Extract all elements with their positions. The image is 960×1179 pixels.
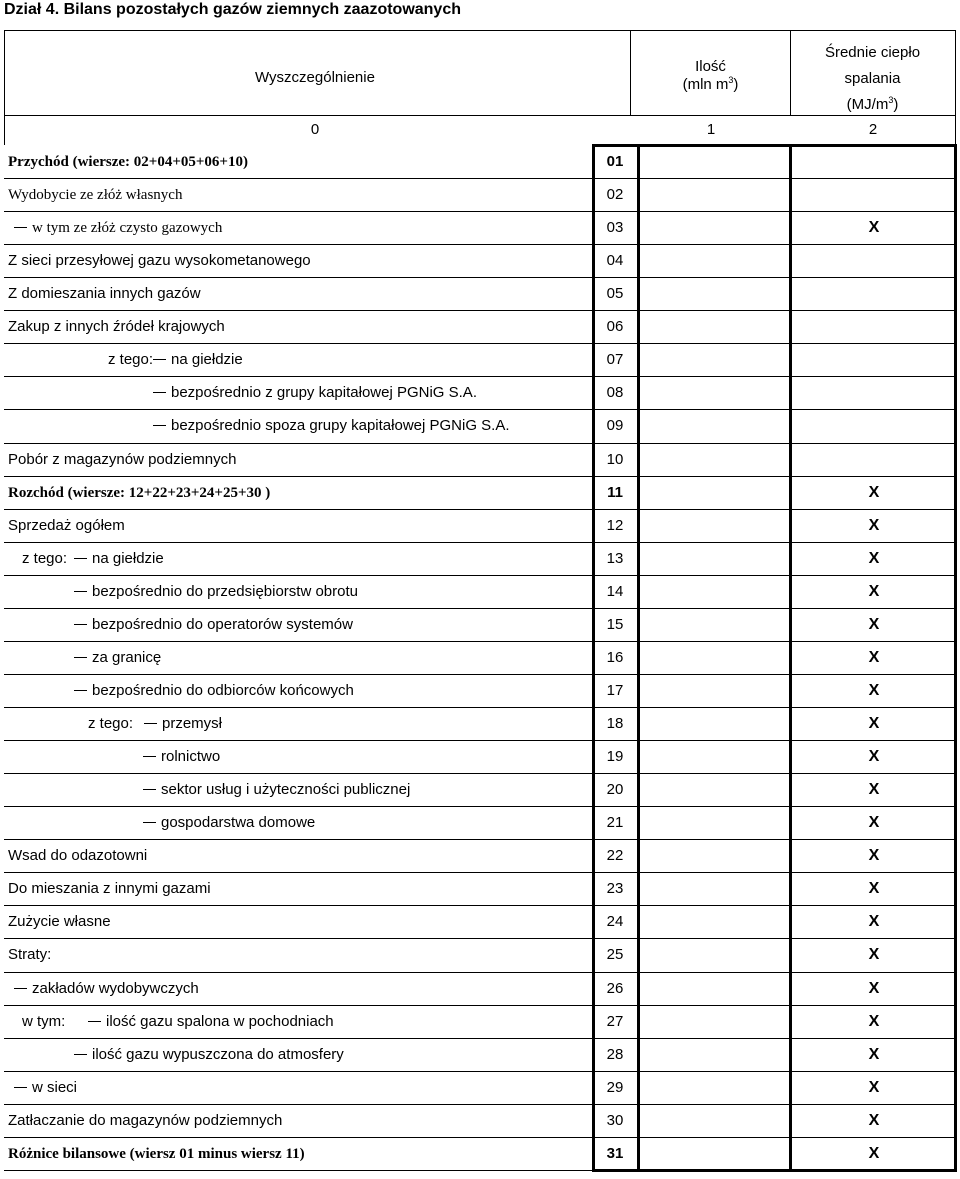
row-number: 31 — [606, 1145, 624, 1162]
heat-value-cell: X — [868, 715, 880, 732]
row-number: 17 — [606, 682, 624, 699]
row-label — [22, 1013, 334, 1031]
dash-mark — [74, 690, 87, 691]
row-label-text: bezpośrednio do odbiorców końcowych — [92, 682, 354, 699]
header-heat-unit: $(MJ/m^3)$ — [846, 95, 899, 113]
grid-line-horizontal — [4, 575, 956, 576]
row-label-text: Sprzedaż ogółem — [8, 517, 125, 534]
heat-value-cell: X — [868, 484, 880, 501]
row-label — [8, 318, 225, 336]
row-label — [74, 682, 354, 700]
quantity-input-cell[interactable] — [641, 940, 789, 968]
grid-line-horizontal — [4, 707, 956, 708]
grid-line-vertical — [4, 30, 5, 145]
row-number: 30 — [606, 1112, 624, 1129]
dash-mark — [74, 558, 87, 559]
row-label-text: na giełdzie — [171, 351, 243, 368]
row-label-text: bezpośrednio do operatorów systemów — [92, 616, 353, 633]
quantity-input-cell[interactable] — [641, 544, 789, 572]
header-heat-value — [790, 40, 955, 118]
header-heat-title-2: spalania — [844, 70, 901, 87]
row-number: 28 — [606, 1046, 624, 1063]
row-label-text: Różnice bilansowe (wiersz 01 minus wiersz 11) — [8, 1146, 305, 1162]
heat-value-cell: X — [868, 847, 880, 864]
quantity-input-cell[interactable] — [641, 775, 789, 803]
header-index-0: 0 — [310, 121, 320, 138]
header-heat-title-1: Średnie ciepło — [824, 44, 921, 61]
row-label-text: przemysł — [162, 715, 223, 732]
row-number: 22 — [606, 847, 624, 864]
heat-value-cell: X — [868, 913, 880, 930]
row-number: 08 — [606, 384, 624, 401]
row-number: 04 — [606, 252, 624, 269]
row-number: 20 — [606, 781, 624, 798]
row-number: 13 — [606, 550, 624, 567]
heat-value-cell: X — [868, 980, 880, 997]
grid-line-horizontal — [4, 244, 956, 245]
grid-line-horizontal — [4, 443, 956, 444]
row-label — [153, 384, 477, 402]
row-number: 25 — [606, 946, 624, 963]
row-label-text: Przychód (wiersze: 02+04+05+06+10) — [8, 154, 248, 170]
row-label-text: Wydobycie ze złóż własnych — [8, 187, 183, 203]
row-number: 03 — [606, 219, 624, 236]
header-index-1: 1 — [706, 121, 716, 138]
row-label-text: bezpośrednio spoza grupy kapitałowej PGNiG S.A. — [171, 417, 510, 434]
row-label — [88, 715, 222, 733]
row-label-text: Pobór z magazynów podziemnych — [8, 451, 237, 468]
grid-line-horizontal — [4, 938, 956, 939]
row-label-text: Do mieszania z innymi gazami — [8, 880, 211, 897]
row-label-text: za granicę — [92, 649, 162, 666]
heat-value-cell: X — [868, 880, 880, 897]
quantity-input-cell[interactable] — [641, 246, 789, 274]
grid-line-horizontal — [4, 310, 956, 311]
grid-line-vertical — [789, 144, 792, 1172]
grid-line-horizontal — [4, 674, 956, 675]
quantity-input-cell[interactable] — [641, 1073, 789, 1101]
row-prefix: w tym: — [22, 1013, 66, 1030]
row-label — [8, 847, 147, 865]
quantity-input-cell[interactable] — [641, 213, 789, 241]
quantity-input-cell[interactable] — [641, 610, 789, 638]
grid-line-horizontal — [4, 972, 956, 973]
grid-line-horizontal — [4, 376, 956, 377]
row-label-text: bezpośrednio z grupy kapitałowej PGNiG S.A. — [171, 384, 477, 401]
quantity-input-cell[interactable] — [641, 974, 789, 1002]
section-title: Dział 4. Bilans pozostałych gazów ziemnych zaazotowanych — [4, 1, 461, 18]
row-label — [74, 649, 161, 667]
row-label-text: ilość gazu wypuszczona do atmosfery — [92, 1046, 344, 1063]
row-number: 05 — [606, 285, 624, 302]
row-label — [74, 1046, 344, 1064]
row-label — [143, 781, 410, 799]
row-label — [8, 153, 248, 171]
grid-line-horizontal — [4, 740, 956, 741]
heat-value-cell: X — [868, 616, 880, 633]
row-label-text: ilość gazu spalona w pochodniach — [106, 1013, 334, 1030]
grid-line-horizontal — [4, 1137, 956, 1138]
row-label — [8, 484, 270, 502]
heat-value-cell: X — [868, 748, 880, 765]
heat-value-cell: X — [868, 550, 880, 567]
row-number: 07 — [606, 351, 624, 368]
row-number: 02 — [606, 186, 624, 203]
row-label — [108, 351, 243, 369]
row-number: 15 — [606, 616, 624, 633]
grid-line-horizontal — [4, 476, 956, 477]
quantity-input-cell[interactable] — [641, 1040, 789, 1068]
row-number: 26 — [606, 980, 624, 997]
heat-value-cell: X — [868, 1112, 880, 1129]
grid-line-horizontal — [4, 1071, 956, 1072]
quantity-input-cell[interactable] — [641, 378, 789, 406]
row-label — [8, 285, 201, 303]
quantity-input-cell[interactable] — [641, 1106, 789, 1134]
row-label — [14, 980, 199, 998]
grid-line-horizontal — [4, 30, 956, 31]
heat-value-cell: X — [868, 1013, 880, 1030]
row-number: 11 — [607, 484, 623, 501]
row-number: 18 — [606, 715, 624, 732]
quantity-input-cell[interactable] — [641, 180, 789, 208]
row-label-text: Z domieszania innych gazów — [8, 285, 201, 302]
heat-value-cell: X — [868, 1079, 880, 1096]
quantity-input-cell[interactable] — [641, 808, 789, 836]
row-number: 12 — [606, 517, 624, 534]
header-description: Wyszczególnienie — [255, 69, 375, 86]
dash-mark — [153, 392, 166, 393]
quantity-input-cell[interactable] — [641, 577, 789, 605]
dash-mark — [14, 227, 27, 228]
grid-line-horizontal — [4, 343, 956, 344]
row-number: 29 — [606, 1079, 624, 1096]
row-label — [8, 1145, 305, 1163]
row-number: 19 — [606, 748, 624, 765]
row-label — [14, 1079, 77, 1097]
heat-value-cell: X — [868, 583, 880, 600]
dash-mark — [74, 657, 87, 658]
row-label — [74, 616, 353, 634]
dash-mark — [14, 988, 27, 989]
row-label-text: Wsad do odazotowni — [8, 847, 148, 864]
grid-line-horizontal — [4, 1104, 956, 1105]
row-number: 24 — [606, 913, 624, 930]
dash-mark — [143, 756, 156, 757]
heat-value-cell: X — [868, 1145, 880, 1162]
row-label — [153, 417, 510, 435]
grid-line-horizontal — [4, 542, 956, 543]
grid-line-horizontal — [4, 1170, 594, 1171]
dash-mark — [153, 359, 166, 360]
row-label-text: w tym ze złóż czysto gazowych — [32, 220, 223, 236]
grid-line-horizontal — [4, 839, 956, 840]
grid-line-horizontal — [4, 509, 956, 510]
dash-mark — [143, 822, 156, 823]
dash-mark — [153, 425, 166, 426]
row-label — [74, 583, 358, 601]
row-label — [8, 451, 236, 469]
grid-line-horizontal — [4, 773, 956, 774]
row-label-text: sektor usług i użyteczności publicznej — [161, 781, 411, 798]
heat-value-cell: X — [868, 649, 880, 666]
dash-mark — [74, 591, 87, 592]
header-quantity-unit: (mln $m^3$) — [682, 75, 739, 93]
row-label-text: Z sieci przesyłowej gazu wysokometanowego — [8, 252, 311, 269]
grid-line-horizontal — [4, 409, 956, 410]
row-label — [8, 880, 211, 898]
grid-line-horizontal — [4, 211, 956, 212]
quantity-input-cell[interactable] — [641, 676, 789, 704]
row-label — [14, 219, 222, 237]
row-label — [8, 186, 182, 204]
dash-mark — [74, 624, 87, 625]
row-label — [143, 814, 315, 832]
grid-line-vertical — [592, 144, 595, 1172]
quantity-input-cell[interactable] — [641, 445, 789, 473]
heat-value-cell: X — [868, 1046, 880, 1063]
row-label-text: Zakup z innych źródeł krajowych — [8, 318, 225, 335]
row-label-text: bezpośrednio do przedsiębiorstw obrotu — [92, 583, 358, 600]
row-label — [22, 550, 164, 568]
row-label — [8, 1112, 282, 1130]
grid-line-horizontal — [4, 641, 956, 642]
grid-line-horizontal — [4, 905, 956, 906]
quantity-input-cell[interactable] — [641, 1007, 789, 1035]
row-label — [8, 946, 51, 964]
quantity-input-cell[interactable] — [641, 312, 789, 340]
dash-mark — [143, 789, 156, 790]
quantity-input-cell[interactable] — [641, 907, 789, 935]
row-label-text: na giełdzie — [92, 550, 164, 567]
grid-line-horizontal — [592, 1169, 957, 1172]
dash-mark — [14, 1087, 27, 1088]
quantity-input-cell[interactable] — [641, 345, 789, 373]
row-label-text: rolnictwo — [161, 748, 221, 765]
row-number: 10 — [606, 451, 624, 468]
row-number: 21 — [606, 814, 624, 831]
grid-line-horizontal — [4, 1038, 956, 1039]
quantity-input-cell[interactable] — [641, 279, 789, 307]
quantity-input-cell[interactable] — [641, 874, 789, 902]
row-label-text: Zużycie własne — [8, 913, 111, 930]
quantity-input-cell[interactable] — [641, 147, 789, 175]
header-quantity-title: Ilość — [695, 58, 726, 75]
row-label-text: Straty: — [8, 946, 52, 963]
row-label — [8, 913, 111, 931]
header-index-2: 2 — [868, 121, 878, 138]
grid-line-vertical — [637, 144, 640, 1172]
row-label-text: Zatłaczanie do magazynów podziemnych — [8, 1112, 283, 1129]
grid-line-vertical — [630, 30, 631, 116]
dash-mark — [88, 1021, 101, 1022]
heat-value-cell: X — [868, 946, 880, 963]
heat-value-cell: X — [868, 682, 880, 699]
row-label-text: gospodarstwa domowe — [161, 814, 316, 831]
grid-line-vertical — [955, 30, 956, 145]
row-number: 16 — [606, 649, 624, 666]
row-label — [8, 517, 125, 535]
grid-line-horizontal — [4, 178, 956, 179]
row-label — [8, 252, 311, 270]
quantity-input-cell[interactable] — [641, 478, 789, 506]
dash-mark — [74, 1054, 87, 1055]
grid-line-horizontal — [4, 277, 956, 278]
quantity-input-cell[interactable] — [641, 742, 789, 770]
grid-line-horizontal — [4, 608, 956, 609]
row-number: 27 — [606, 1013, 624, 1030]
quantity-input-cell[interactable] — [641, 1139, 789, 1167]
grid-line-horizontal — [4, 806, 956, 807]
heat-value-cell: X — [868, 781, 880, 798]
row-prefix: z tego: — [108, 351, 154, 368]
grid-line-horizontal — [4, 1005, 956, 1006]
row-label-text: w sieci — [32, 1079, 78, 1096]
row-label-text: Rozchód (wiersze: 12+22+23+24+25+30 ) — [8, 485, 271, 501]
quantity-input-cell[interactable] — [641, 709, 789, 737]
heat-value-cell: X — [868, 814, 880, 831]
grid-line-horizontal — [592, 144, 957, 147]
quantity-input-cell[interactable] — [641, 511, 789, 539]
heat-value-cell: X — [868, 219, 880, 236]
quantity-input-cell[interactable] — [641, 841, 789, 869]
header-quantity — [663, 58, 758, 94]
row-number: 23 — [606, 880, 624, 897]
quantity-input-cell[interactable] — [641, 643, 789, 671]
grid-line-vertical — [790, 30, 791, 116]
row-label — [143, 748, 220, 766]
row-number: 14 — [606, 583, 624, 600]
quantity-input-cell[interactable] — [641, 411, 789, 439]
row-prefix: z tego: — [22, 550, 68, 567]
row-label-text: zakładów wydobywczych — [32, 980, 199, 997]
row-number: 09 — [606, 417, 624, 434]
row-number: 01 — [606, 153, 624, 170]
dash-mark — [144, 723, 157, 724]
grid-line-vertical — [954, 144, 957, 1172]
heat-value-cell: X — [868, 517, 880, 534]
grid-line-horizontal — [4, 872, 956, 873]
row-prefix: z tego: — [88, 715, 134, 732]
grid-line-horizontal — [4, 115, 956, 116]
row-number: 06 — [606, 318, 624, 335]
